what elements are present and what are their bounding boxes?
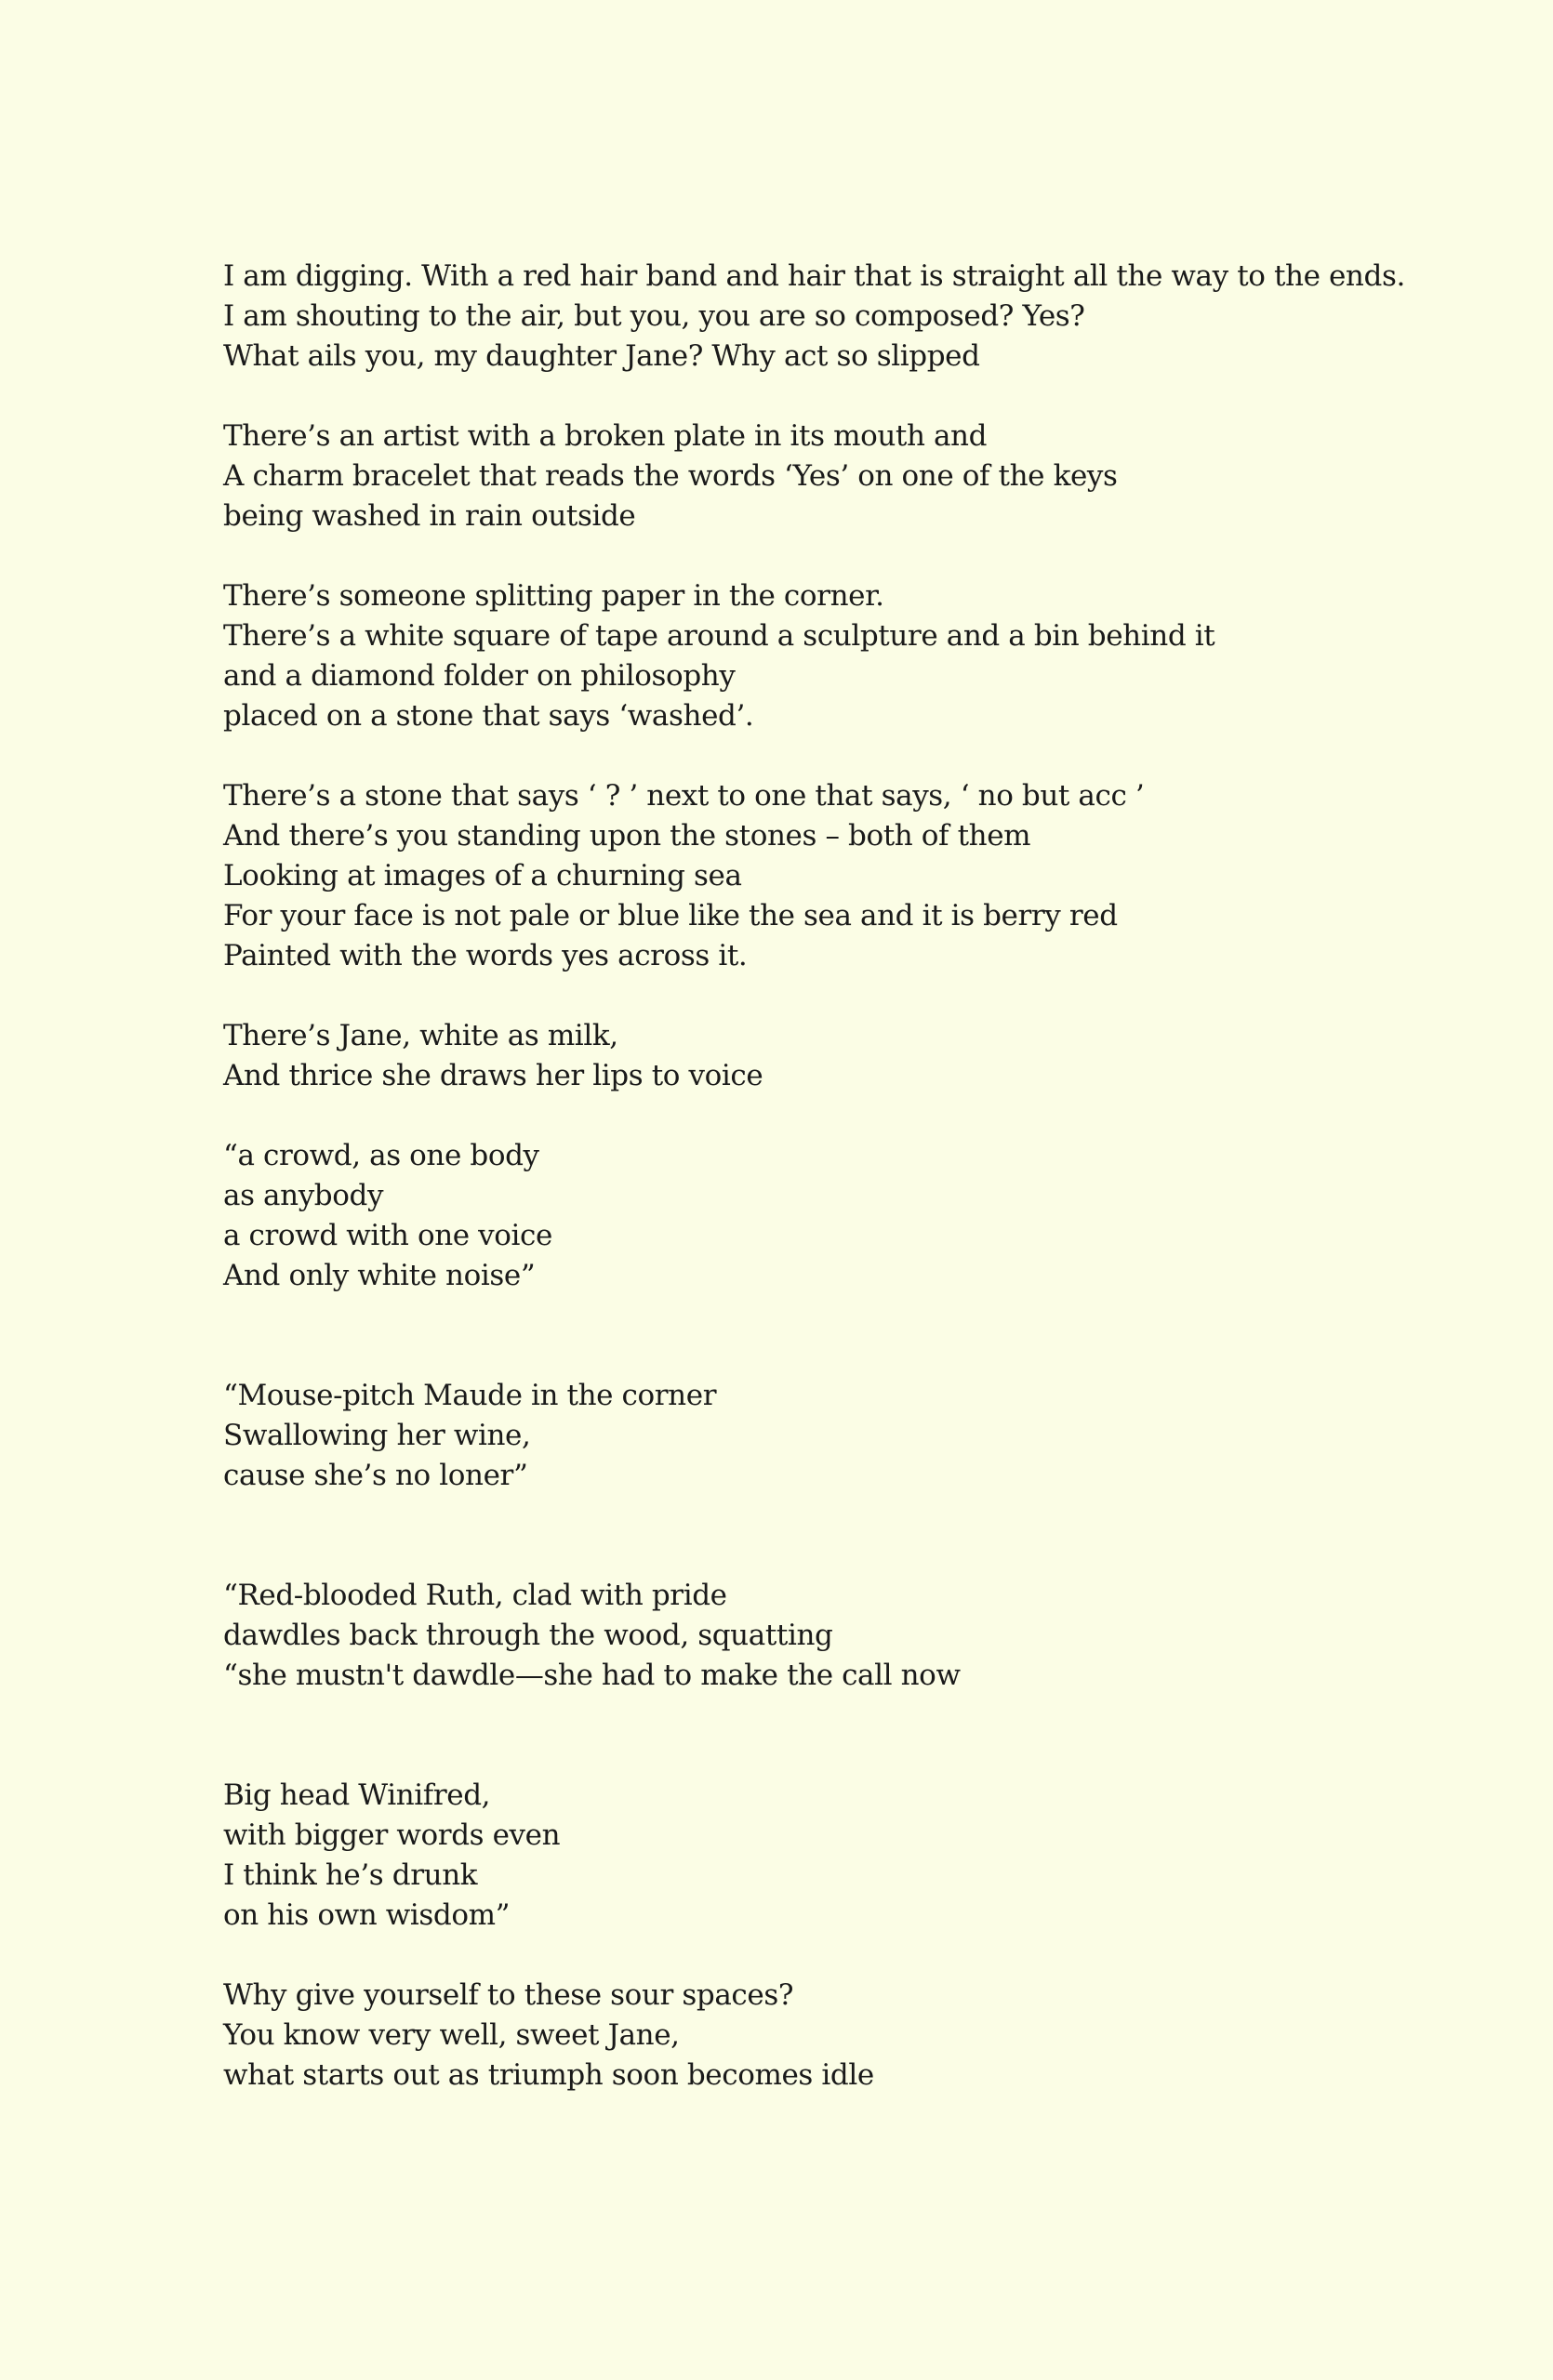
- stanza-break: [223, 1496, 1507, 1576]
- stanza-break: [223, 976, 1507, 1016]
- poem-line: “a crowd, as one body: [223, 1139, 539, 1172]
- poem-line: For your face is not pale or blue like the sea and it is berry red: [223, 899, 1118, 932]
- stanza-8: [223, 1576, 1507, 1696]
- poem-line: I am shouting to the air, but you, you are so composed? Yes?: [223, 299, 1085, 333]
- stanza-break: [223, 736, 1507, 776]
- poem-line: You know very well, sweet Jane,: [223, 2018, 680, 2052]
- poem-line: What ails you, my daughter Jane? Why act so slipped: [223, 339, 980, 373]
- stanza-break: [223, 1296, 1507, 1376]
- poem-line: with bigger words even: [223, 1818, 561, 1852]
- poem-line: “Red-blooded Ruth, clad with pride: [223, 1579, 727, 1612]
- poem-line: placed on a stone that says ‘washed’.: [223, 699, 754, 733]
- stanza-7: [223, 1376, 1507, 1496]
- poem-line: cause she’s no loner”: [223, 1459, 528, 1492]
- poem-line: a crowd with one voice: [223, 1219, 552, 1252]
- poem-line: Painted with the words yes across it.: [223, 939, 748, 972]
- poem-line: Big head Winifred,: [223, 1778, 491, 1812]
- poem-line: dawdles back through the wood, squatting: [223, 1619, 833, 1652]
- poem-line: There’s Jane, white as milk,: [223, 1019, 618, 1052]
- poem-line: what starts out as triumph soon becomes idle: [223, 2058, 874, 2092]
- stanza-break: [223, 377, 1507, 416]
- poem-line: as anybody: [223, 1179, 384, 1212]
- poem-line: There’s a stone that says ‘ ? ’ next to one that says, ‘ no but acc ’: [223, 779, 1145, 813]
- poem-line: Swallowing her wine,: [223, 1419, 531, 1452]
- poem-line: And there’s you standing upon the stones – both of them: [223, 819, 1031, 853]
- stanza-break: [223, 1096, 1507, 1136]
- stanza-10: [223, 1976, 1507, 2096]
- stanza-6: [223, 1136, 1507, 1296]
- stanza-2: [223, 416, 1507, 536]
- poem-line: I am digging. With a red hair band and hair that is straight all the way to the ends.: [223, 259, 1405, 293]
- poem-line: I think he’s drunk: [223, 1858, 478, 1892]
- stanza-break: [223, 1696, 1507, 1776]
- stanza-5: [223, 1016, 1507, 1096]
- poem-line: and a diamond folder on philosophy: [223, 659, 736, 693]
- poem-line: on his own wisdom”: [223, 1898, 511, 1932]
- stanza-9: [223, 1776, 1507, 1936]
- poem-line: Looking at images of a churning sea: [223, 859, 742, 892]
- poem-line: being washed in rain outside: [223, 499, 636, 533]
- poem-line: “Mouse-pitch Maude in the corner: [223, 1379, 717, 1412]
- poem-line: “she mustn't dawdle—she had to make the call now: [223, 1659, 961, 1692]
- poem-line: There’s an artist with a broken plate in its mouth and: [223, 419, 988, 453]
- poem-line: And only white noise”: [223, 1259, 536, 1292]
- poem-line: And thrice she draws her lips to voice: [223, 1059, 763, 1092]
- stanza-3: [223, 576, 1507, 736]
- stanza-break: [223, 536, 1507, 576]
- poem-line: A charm bracelet that reads the words ‘Yes’ on one of the keys: [223, 459, 1118, 493]
- poem-line: There’s someone splitting paper in the corner.: [223, 579, 884, 613]
- poem-line: Why give yourself to these sour spaces?: [223, 1978, 794, 2012]
- poem-line: There’s a white square of tape around a sculpture and a bin behind it: [223, 619, 1215, 653]
- poem-body: [223, 257, 1507, 2096]
- stanza-break: [223, 1936, 1507, 1976]
- stanza-4: [223, 776, 1507, 976]
- stanza-1: [223, 257, 1507, 377]
